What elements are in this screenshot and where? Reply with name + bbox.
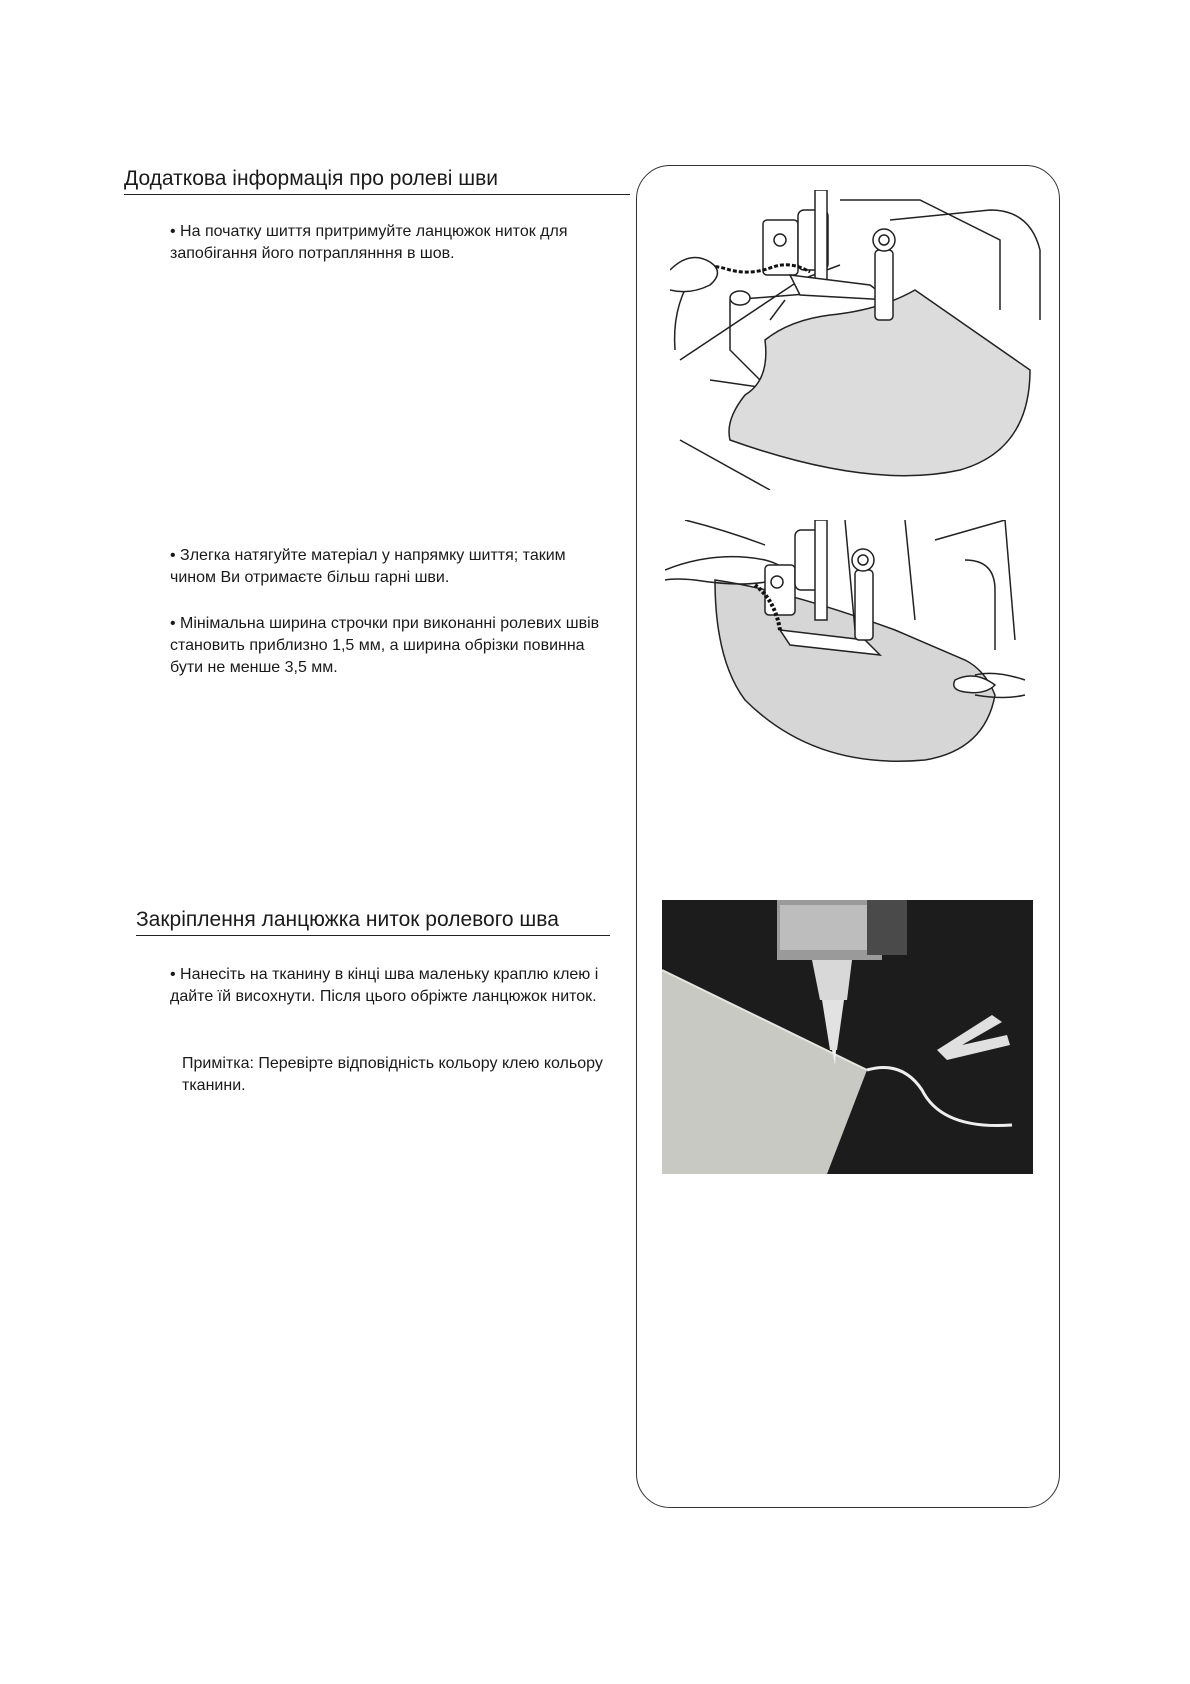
paragraph-hold-thread-chain: • На початку шиття притримуйте ланцюжок ниток для запобігання його потраплянння в шов.: [170, 223, 568, 262]
illustration-pull-fabric: [665, 520, 1045, 770]
section-heading-secure-chain: Закріплення ланцюжка ниток ролевого шва: [136, 908, 610, 936]
photo-glue-on-thread-chain: [662, 900, 1033, 1174]
paragraph-min-stitch-width: • Мінімальна ширина строчки при виконанні ролевих швів становить приблизно 1,5 мм, а ширина обрізки повинна бути не менше 3,5 мм.: [170, 615, 600, 676]
paragraph-pull-fabric: • Злегка натягуйте матеріал у напрямку шиття; таким чином Ви отримаєте більш гарні шви.: [170, 547, 566, 586]
illustration-hold-thread-chain: [670, 190, 1050, 490]
section-heading-roll-seams: Додаткова інформація про ролеві шви: [124, 167, 630, 195]
paragraph-glue-note: Примітка: Перевірте відповідність кольору клею кольору тканини.: [182, 1055, 603, 1094]
paragraph-apply-glue: • Нанесіть на тканину в кінці шва маленьку краплю клею і дайте їй висохнути. Після цього обріжте ланцюжок ниток.: [170, 966, 599, 1005]
